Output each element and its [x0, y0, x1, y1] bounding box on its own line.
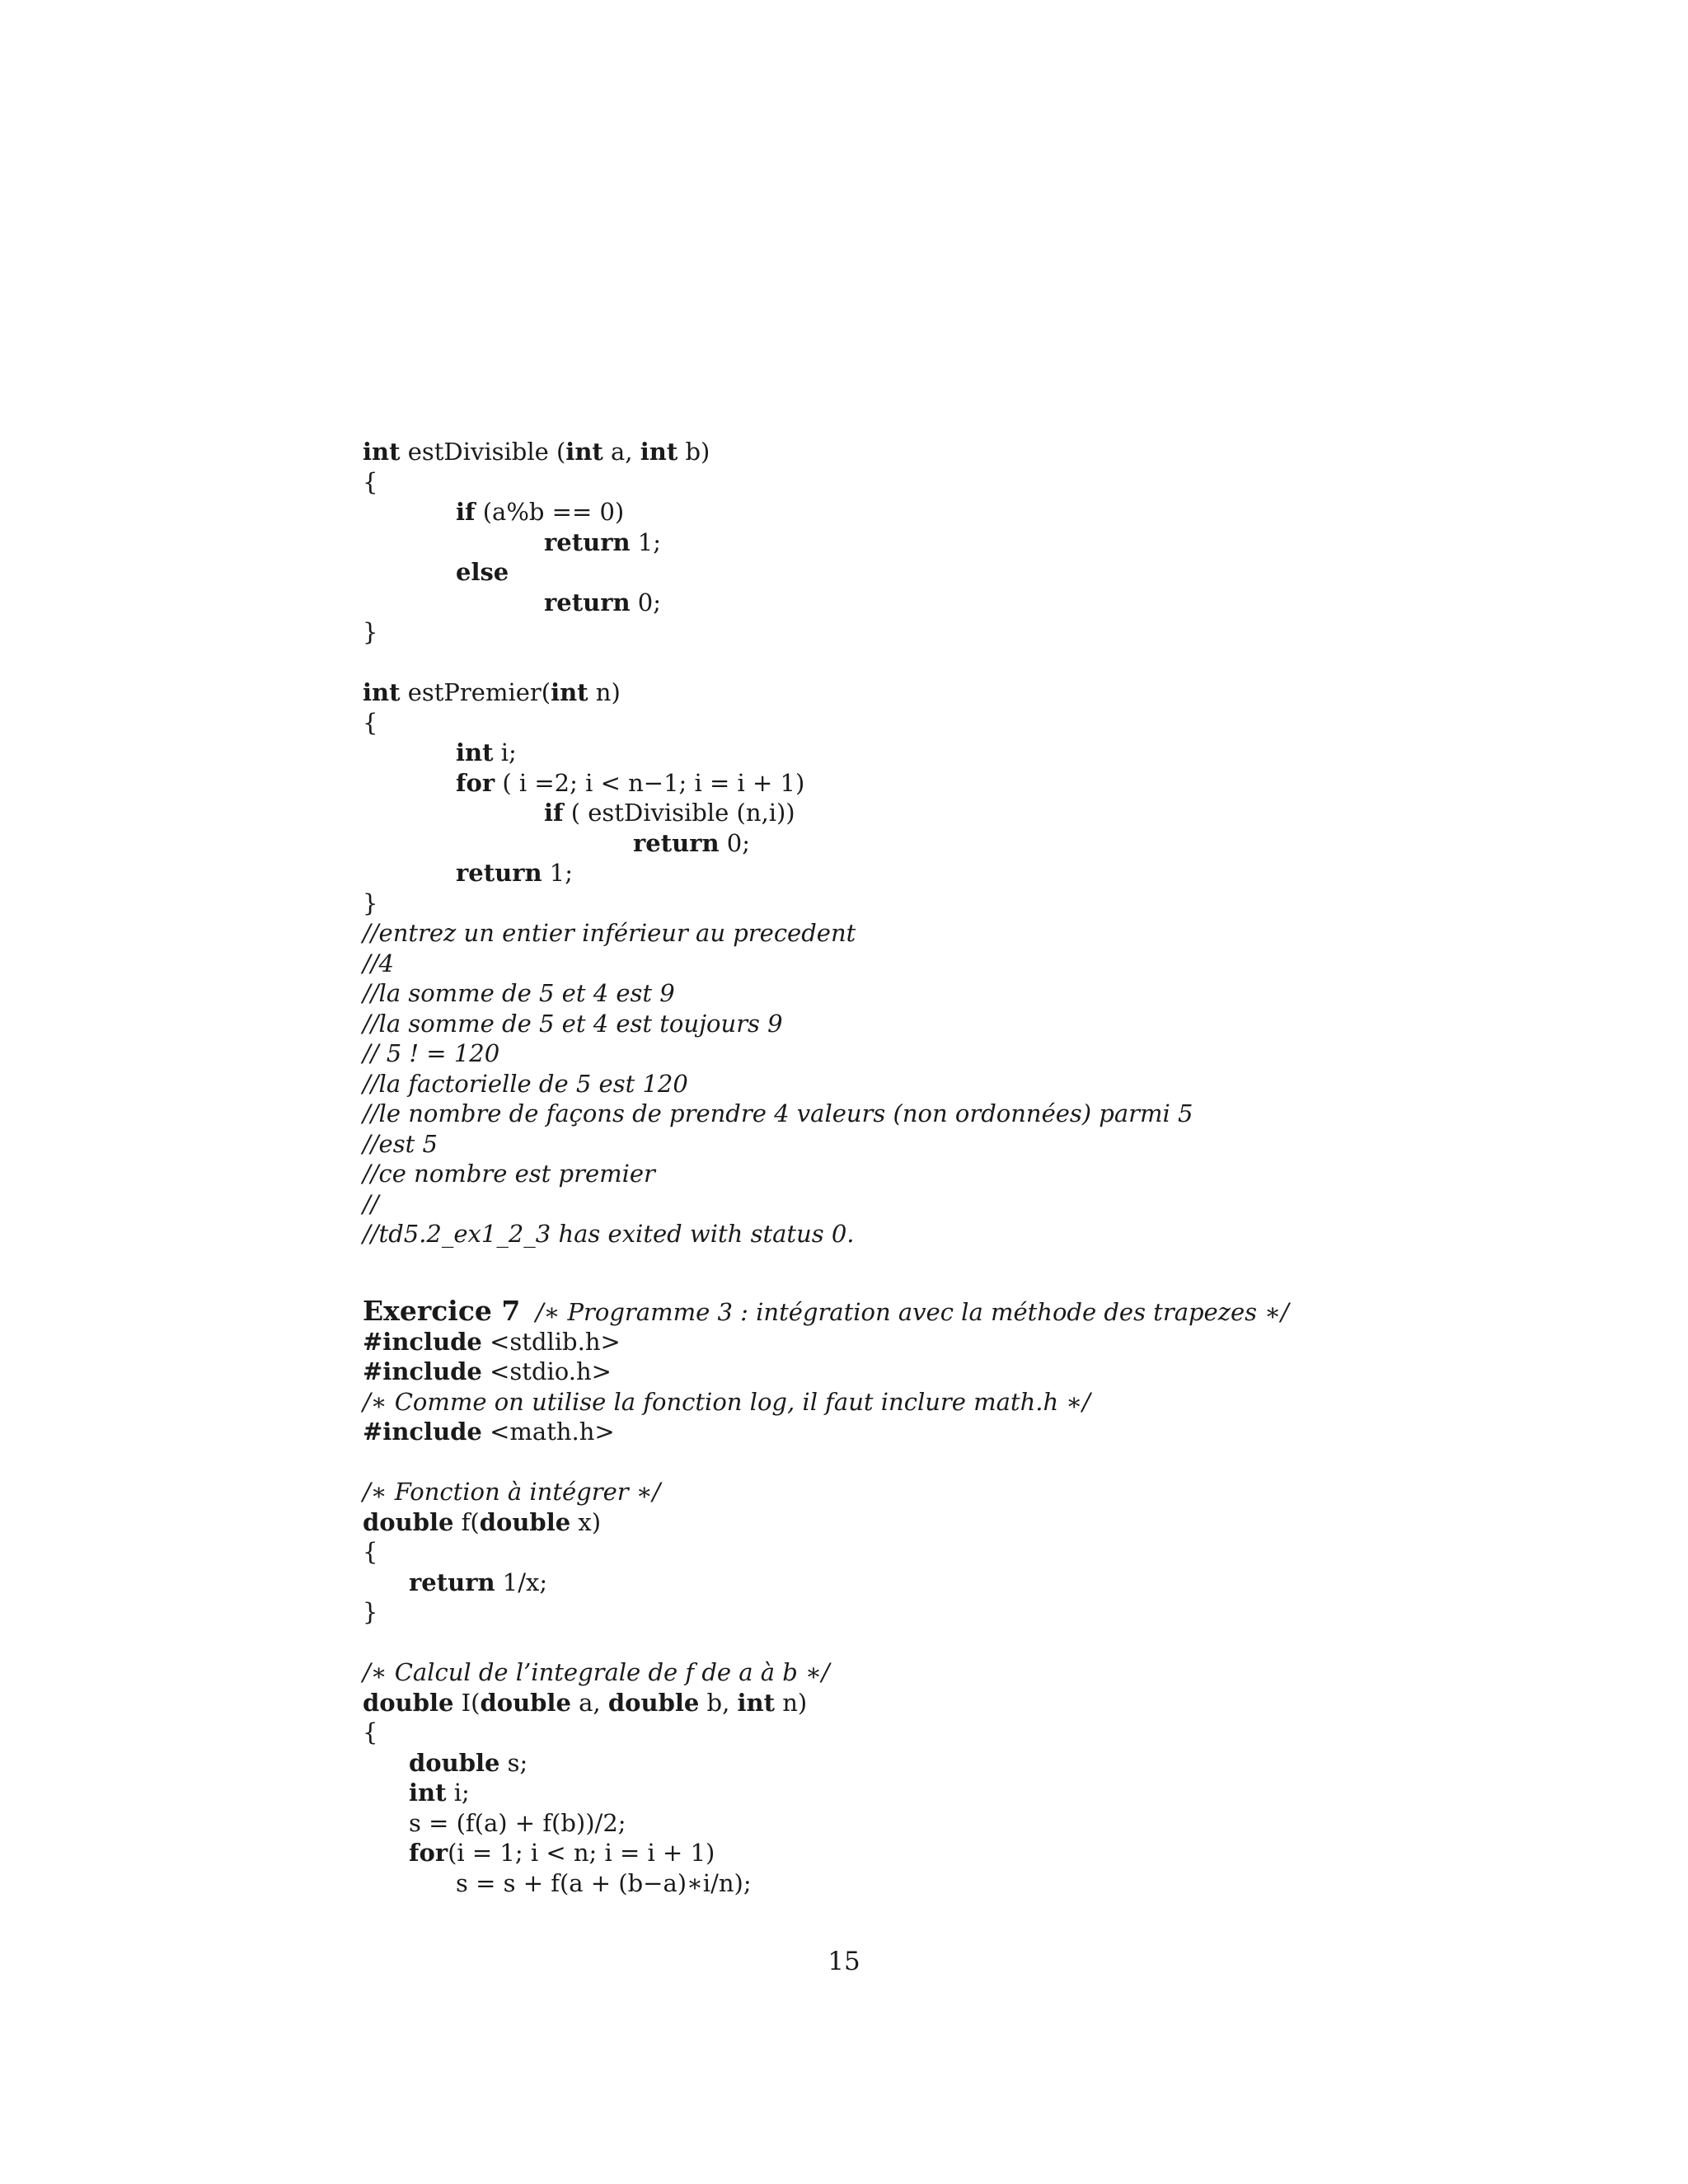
code-text: a, — [570, 1688, 608, 1717]
keyword: double — [409, 1748, 500, 1777]
keyword: #include — [363, 1327, 482, 1356]
comment-text: //la somme de 5 et 4 est toujours 9 — [363, 1009, 783, 1038]
code-text: s = (f(a) + f(b))/2; — [409, 1808, 626, 1837]
code-text: (i = 1; i < n; i = i + 1) — [448, 1839, 715, 1867]
code-line — [363, 1657, 830, 1687]
comment-text: //la somme de 5 et 4 est 9 — [363, 979, 675, 1007]
code-text: <stdio.h> — [481, 1357, 612, 1385]
code-line — [363, 888, 377, 918]
keyword: if — [456, 498, 476, 526]
exercise-title: Exercice 7 — [363, 1295, 521, 1327]
code-text: } — [363, 618, 378, 646]
code-line — [363, 1507, 601, 1537]
code-text: ( i =2; i < n−1; i = i + 1) — [495, 768, 805, 797]
code-line — [456, 738, 517, 767]
code-line — [633, 828, 750, 858]
keyword: int — [551, 678, 588, 706]
code-text: } — [363, 888, 378, 917]
comment-text: //la factorielle de 5 est 120 — [363, 1069, 688, 1098]
keyword: int — [737, 1688, 776, 1717]
code-line — [363, 978, 675, 1008]
code-text: a, — [603, 438, 640, 466]
code-line — [363, 918, 856, 948]
code-line — [363, 1417, 615, 1446]
code-line — [409, 1838, 715, 1868]
comment-text: //est 5 — [363, 1129, 438, 1158]
code-line — [363, 1159, 655, 1188]
code-text: 0; — [630, 588, 662, 616]
keyword: int — [640, 438, 678, 466]
code-line — [409, 1748, 528, 1778]
keyword: double — [607, 1688, 700, 1717]
keyword: for — [456, 768, 495, 797]
keyword: #include — [363, 1357, 482, 1385]
code-line — [363, 1477, 660, 1507]
exercise-heading-line — [363, 1296, 1289, 1327]
keyword: return — [544, 588, 631, 616]
keyword: else — [456, 558, 509, 586]
comment-text: /∗ Programme 3 : intégration avec la méthode des trapezes ∗/ — [535, 1298, 1289, 1326]
comment-text: //4 — [363, 949, 394, 977]
code-line — [363, 949, 394, 978]
code-text: x) — [570, 1507, 602, 1536]
keyword: #include — [363, 1418, 482, 1446]
code-text: { — [363, 1718, 378, 1746]
code-text: { — [363, 1538, 378, 1566]
code-line — [409, 1778, 470, 1807]
code-text: i; — [493, 738, 517, 766]
comment-text: // 5 ! = 120 — [363, 1039, 500, 1067]
code-text: n) — [775, 1688, 808, 1717]
code-line — [363, 1189, 379, 1219]
code-text: 1; — [630, 527, 662, 556]
code-text: ( estDivisible (n,i)) — [563, 799, 795, 827]
code-line — [363, 1688, 807, 1718]
keyword: int — [363, 678, 401, 706]
code-line — [409, 1808, 626, 1838]
code-line — [363, 1718, 377, 1747]
code-line — [363, 1129, 438, 1159]
keyword: return — [456, 859, 542, 887]
code-text: <math.h> — [481, 1418, 615, 1446]
code-text: (a%b == 0) — [475, 498, 625, 526]
code-text: 1; — [542, 859, 574, 887]
code-line — [363, 467, 377, 497]
code-line — [409, 1568, 547, 1597]
code-line — [363, 1099, 1193, 1128]
code-line — [363, 677, 621, 707]
keyword: return — [409, 1568, 495, 1596]
code-text: b) — [678, 438, 710, 466]
keyword: for — [409, 1839, 448, 1867]
code-line — [363, 1219, 855, 1249]
code-line — [544, 798, 795, 827]
code-line — [363, 1069, 688, 1099]
code-line — [544, 588, 661, 617]
code-text: n) — [588, 678, 621, 706]
code-text: I( — [453, 1688, 481, 1717]
keyword: return — [544, 527, 631, 556]
keyword: int — [565, 438, 603, 466]
keyword: double — [363, 1507, 454, 1536]
keyword: return — [633, 828, 720, 857]
comment-text: //td5.2_ex1_2_3 has exited with status 0. — [363, 1220, 855, 1248]
code-text: s; — [499, 1748, 528, 1777]
keyword: int — [409, 1779, 447, 1807]
code-line — [544, 527, 661, 557]
keyword: double — [479, 1507, 571, 1536]
code-line — [456, 768, 804, 798]
keyword: double — [480, 1688, 571, 1717]
code-text — [520, 1298, 535, 1326]
comment-text: //ce nombre est premier — [363, 1160, 655, 1188]
code-line — [363, 1038, 499, 1068]
comment-text: // — [363, 1189, 379, 1218]
page-number: 15 — [828, 1947, 860, 1976]
code-line — [363, 1009, 783, 1038]
code-line — [363, 1537, 377, 1567]
comment-text: /∗ Calcul de l’integrale de f de a à b ∗/ — [363, 1658, 830, 1686]
code-line — [363, 708, 377, 738]
code-text: b, — [699, 1688, 738, 1717]
code-line — [363, 1387, 1090, 1417]
code-text: 0; — [719, 828, 751, 857]
comment-text: /∗ Fonction à intégrer ∗/ — [363, 1478, 661, 1506]
code-text: 1/x; — [495, 1568, 548, 1596]
code-line — [456, 858, 573, 888]
code-line — [363, 1327, 621, 1357]
code-line — [456, 1868, 752, 1898]
code-line — [363, 617, 377, 647]
code-text: s = s + f(a + (b−a)∗i/n); — [456, 1868, 752, 1897]
keyword: double — [363, 1688, 454, 1717]
code-text: <stdlib.h> — [481, 1327, 621, 1356]
code-line — [363, 1597, 377, 1627]
code-line — [456, 497, 624, 527]
code-line — [363, 1357, 612, 1386]
code-text: estDivisible ( — [400, 438, 566, 466]
comment-text: //le nombre de façons de prendre 4 valeurs (non ordonnées) parmi 5 — [363, 1099, 1193, 1127]
code-line — [456, 557, 509, 587]
keyword: int — [363, 438, 401, 466]
comment-text: /∗ Comme on utilise la fonction log, il faut inclure math.h ∗/ — [363, 1387, 1090, 1416]
keyword: if — [544, 799, 564, 827]
code-text: f( — [453, 1507, 480, 1536]
comment-text: //entrez un entier inférieur au precedent — [363, 919, 856, 947]
keyword: int — [456, 738, 494, 766]
code-text: { — [363, 708, 378, 737]
code-line — [363, 437, 710, 466]
code-text: { — [363, 467, 378, 496]
code-text: i; — [446, 1779, 470, 1807]
code-text: estPremier( — [400, 678, 551, 706]
code-text: } — [363, 1598, 378, 1626]
